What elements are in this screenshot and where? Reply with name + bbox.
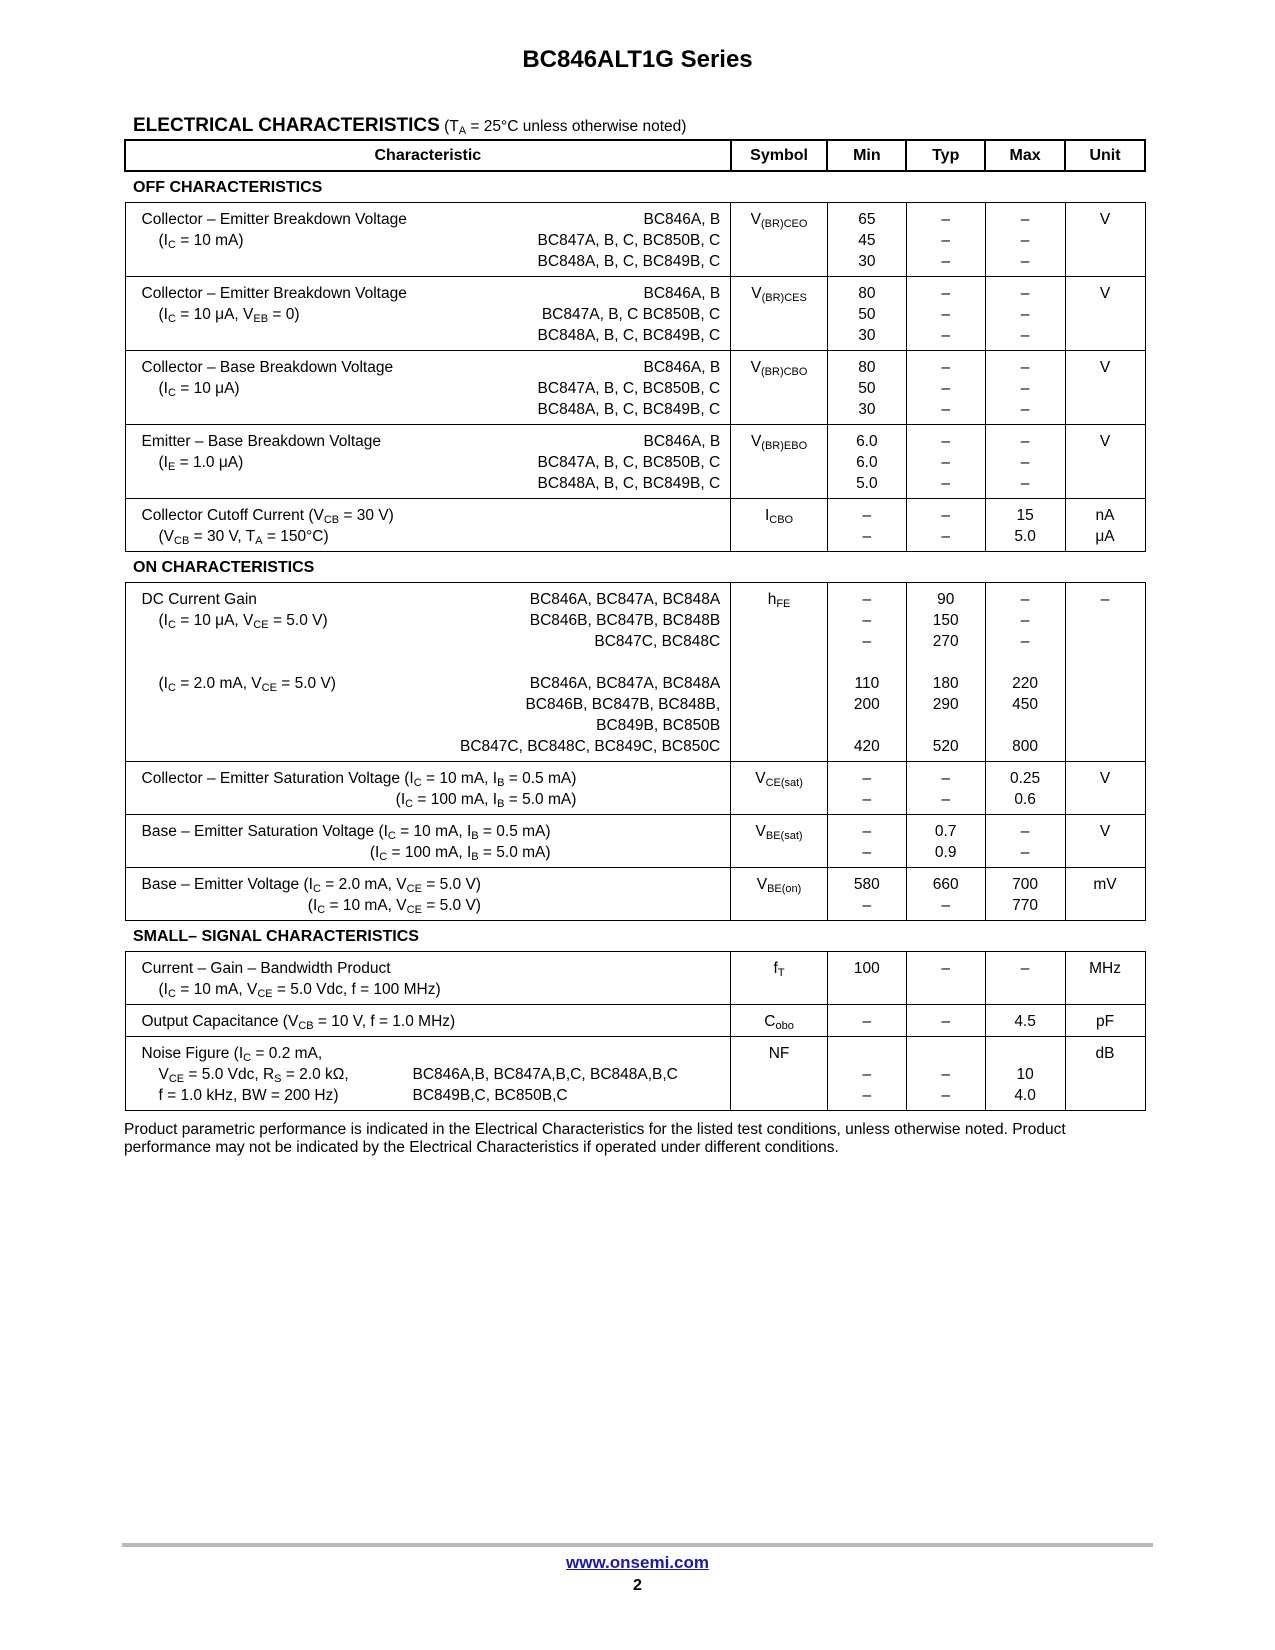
table-header: [125, 140, 1145, 171]
table-row: Base – Emitter Saturation Voltage ($I_C = 10$ mA, $I_B = 0.5$ mA) ($I_C = 100$ mA, $I_B = 5.0$ mA) $V_{BE(sat)}$ – – 0.7 0.9 – – V: [125, 815, 1145, 868]
footer-divider: [122, 1543, 1153, 1547]
table-row: Collector – Emitter Saturation Voltage ($I_C = 10$ mA, $I_B = 0.5$ mA) ($I_C = 100$ mA, $I_B = 5.0$ mA) $V_{CE(sat)}$ – – – – 0.25 0.6 V: [125, 762, 1145, 815]
col-min: Min: [827, 140, 906, 171]
ec-heading-label: ELECTRICAL CHARACTERISTICS: [133, 115, 440, 136]
col-max: Max: [985, 140, 1065, 171]
col-characteristic: Characteristic: [125, 140, 731, 171]
footer-link[interactable]: www.onsemi.com: [566, 1553, 709, 1572]
table-row: Noise Figure ($I_C = 0.2$ mA, $V_{CE} = 5.0$ Vdc, $R_S = 2.0$ kΩ, BC846A,B, BC847A,B,C, BC848A,B,C f = 1.0 kHz, BW = 200 Hz) BC849B,C, BC850B,C NF – – – – 10 4.0 dB: [125, 1037, 1145, 1111]
table-row: Collector – Emitter Breakdown Voltage ($I_C = 10$ mA) BC846A, B BC847A, B, C, BC850B, C BC848A, B, C, BC849B, C $V_{(BR)CEO}$ 65 45 30 – – – – – – V: [125, 203, 1145, 277]
table-row: Collector – Emitter Breakdown Voltage ($I_C = 10$ μA, $V_{EB} = 0$) BC846A, B BC847A, B, C BC850B, C BC848A, B, C, BC849B, C $V_{(BR)CES}$ 80 50 30 – – – – – – V: [125, 277, 1145, 351]
table-row: Emitter – Base Breakdown Voltage ($I_E = 1.0$ μA) BC846A, B BC847A, B, C, BC850B, C BC848A, B, C, BC849B, C $V_{(BR)EBO}$ 6.0 6.0 5.0 – – – – – – V: [125, 425, 1145, 499]
table-row: Collector – Base Breakdown Voltage ($I_C = 10$ μA) BC846A, B BC847A, B, C, BC850B, C BC848A, B, C, BC849B, C $V_{(BR)CBO}$ 80 50 30 – – – – – – V: [125, 351, 1145, 425]
footnote: Product parametric performance is indicated in the Electrical Characteristics for the listed test conditions, unless otherwise noted. Product performance may not be indicated by the Electrical Characteristics if operated under different conditions.: [124, 1121, 1066, 1156]
ec-table: [124, 139, 1146, 1111]
col-unit: Unit: [1065, 140, 1145, 171]
table-row: Collector Cutoff Current ($V_{CB} = 30$ V) ($V_{CB} = 30$ V, $T_A = 150^\circ C$) $I_{CBO}$ – – – – 15 5.0 nA μA: [125, 499, 1145, 552]
table-row: DC Current Gain ($I_C = 10$ μA, $V_{CE} = 5.0$ V) BC846A, BC847A, BC848A BC846B, BC847B, BC848B BC847C, BC848C ($I_C = 2.0$ mA, $V_{CE} = 5.0$ V) BC846A, BC847A, BC848A BC846B, BC847B, BC848B, BC849B, BC850B BC847C, BC848C, BC849C, BC850C $h_{FE}$ – – – 110 200 420 90 150 270 180 290 520 – – – 220 450 800 –: [125, 583, 1145, 762]
table-row: Base – Emitter Voltage ($I_C = 2.0$ mA, $V_{CE} = 5.0$ V) ($I_C = 10$ mA, $V_{CE} = 5.0$ V) $V_{BE(on)}$ 580 – 660 – 700 770 mV: [125, 868, 1145, 921]
col-symbol: Symbol: [731, 140, 828, 171]
section-off: OFF CHARACTERISTICS: [133, 178, 323, 196]
page-number: 2: [633, 1577, 642, 1594]
table-row: Output Capacitance ($V_{CB} = 10$ V, f = 1.0 MHz) $C_{obo}$ – – 4.5 pF: [125, 1005, 1145, 1037]
section-small-signal: SMALL– SIGNAL CHARACTERISTICS: [133, 927, 419, 945]
section-on: ON CHARACTERISTICS: [133, 558, 315, 576]
table-row: Current – Gain – Bandwidth Product ($I_C = 10$ mA, $V_{CE} = 5.0$ Vdc, f = 100 MHz) $f_T$ 100 – – MHz: [125, 952, 1145, 1005]
col-typ: Typ: [906, 140, 985, 171]
ec-heading: ELECTRICAL CHARACTERISTICS ($T_A = 25^\circ C$ unless otherwise noted): [133, 115, 687, 137]
page-title: BC846ALT1G Series: [522, 46, 753, 73]
